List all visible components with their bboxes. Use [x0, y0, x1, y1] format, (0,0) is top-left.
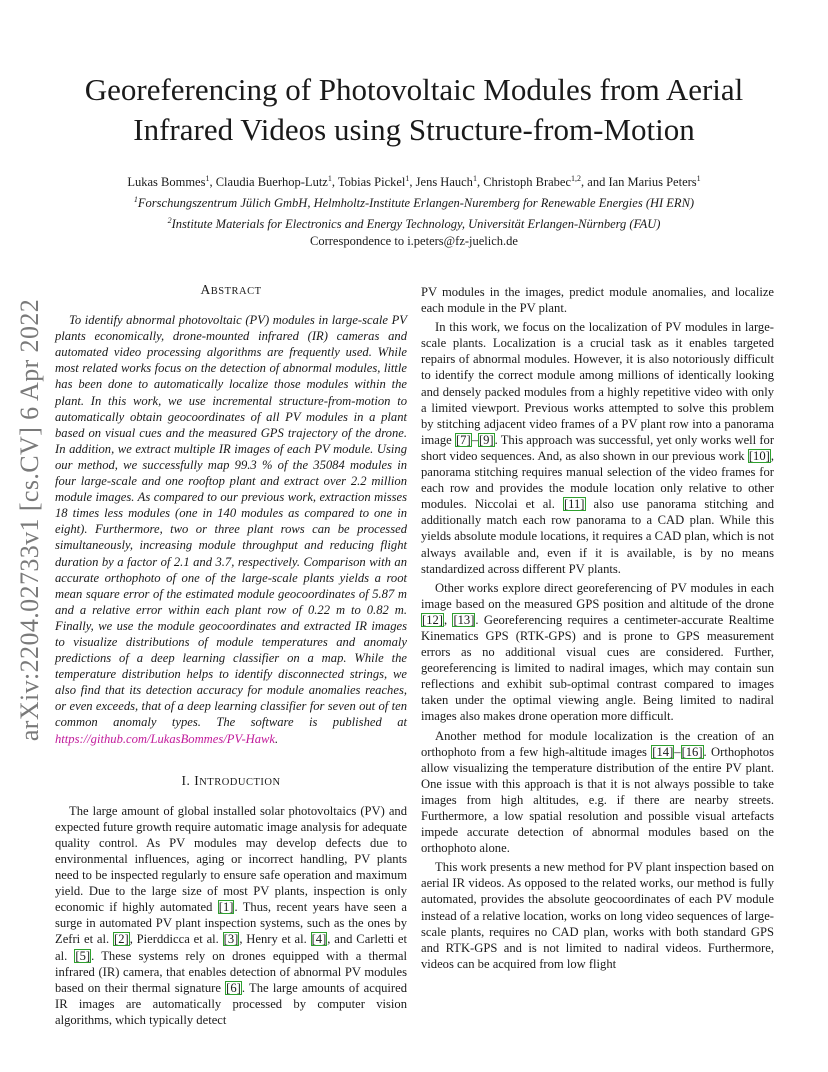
affiliation-text: Institute Materials for Electronics and Energy Technology, Universität Erlangen-Nürnberg (FAU): [171, 217, 661, 232]
title-line-1: Georeferencing of Photovoltaic Modules from Aerial: [84, 72, 744, 107]
citation-link[interactable]: [1]: [218, 900, 234, 915]
intro-paragraph-1-continued: PV modules in the images, predict module anomalies, and localize each module in the PV plant.: [421, 285, 774, 316]
text: , panorama stitching requires manual selection of the video frames for each row and provides the module location only relative to other modules. Niccolai et al.: [421, 448, 774, 512]
text: , Pierddicca et al.: [129, 932, 223, 947]
arxiv-identifier: arXiv:2204.02733v1 [cs.CV] 6 Apr 2022: [15, 298, 44, 742]
citation-link[interactable]: [4]: [311, 932, 327, 947]
author-sup: 1: [327, 174, 332, 183]
text: . This approach was successful, yet only works well for short video sequences. And, as also shown in our previous work: [421, 432, 775, 463]
text: Other works explore direct georeferencing of PV modules in each image based on the measured GPS position and altitude of the drone: [421, 580, 774, 611]
author: Jens Hauch: [415, 175, 473, 190]
text: –: [471, 432, 478, 447]
heading-initial: I: [194, 772, 200, 788]
author-sup: 1,2: [571, 174, 582, 183]
heading-initial: A: [200, 282, 211, 297]
text: The large amount of global installed solar photovoltaics (PV) and expected future growth require automatic image analysis for adequate quality control. As PV modules may develop defects due to environmental influences, aging or incorrect handling, PV plants need to be inspected regularly to ensure safe operation and maximum yield. Due to the large size of most PV plants, inspection is only economic if highly automated: [55, 803, 407, 915]
left-column: [55, 282, 407, 1028]
abstract-heading: [55, 282, 407, 300]
text: In this work, we focus on the localization of PV modules in large-scale plants. Localization is a crucial task as it enables targeted repairs of abnormal modules. However, it is also notoriously difficult to identify the correct module among millions of identically looking and densely packed modules from a highly repetitive video with only a limited viewport. Previous works attempted to solve this problem by stitching adjacent video frames of a PV plant row into a panorama image: [421, 320, 774, 447]
paper-title: [60, 70, 768, 150]
author: Lukas Bommes: [127, 175, 206, 190]
intro-paragraph-3: [421, 580, 774, 725]
citation-link[interactable]: [12]: [422, 612, 443, 627]
author-block: [60, 170, 768, 250]
abstract-text: [55, 312, 407, 747]
affiliation-sup: 2: [167, 216, 172, 226]
citation-link[interactable]: [9]: [478, 432, 494, 447]
text: . These systems rely on drones equipped with a thermal infrared (IR) camera, that enables detection of abnormal PV modules based on their thermal signature: [55, 948, 407, 995]
introduction-heading: [55, 773, 407, 791]
github-link[interactable]: https://github.com/LukasBommes/PV-Hawk: [55, 731, 276, 746]
text: , Henry et al.: [239, 932, 311, 947]
citation-link[interactable]: [2]: [114, 932, 129, 947]
citation-link[interactable]: [5]: [75, 948, 91, 963]
intro-paragraph-5: This work presents a new method for PV plant inspection based on aerial IR videos. As opposed to the related works, our method is fully automated, provides the absolute geocoordinates of each PV module instead of a relative location, works on long video sequences of large-scale plants, requires no CAD plan, works with both standard GPS and RTK-GPS and is not limited to nadiral videos. Furthermore, videos can be acquired from low flight: [421, 860, 774, 971]
affiliation-sup: 1: [133, 195, 138, 205]
text: ,: [443, 612, 453, 627]
author-sup: 1: [696, 174, 701, 183]
intro-paragraph-4: [421, 728, 774, 857]
text: . Georeferencing requires a centimeter-accurate Realtime Kinematics GPS (RTK-GPS) and is prone to GPS measurement errors as no additional visual cues are considered. Further, georeferencing is limited to nadiral images, which may contain sun reflections and exhibit sub-optimal contrast compared to images taken under the optimal viewing angle. Being limited to nadiral images also makes drone operation more difficult.: [421, 612, 774, 724]
heading-smallcaps: BSTRACT: [210, 286, 262, 297]
author-list: Lukas Bommes$^1$, Claudia Buerhop-Lutz$^1$, Tobias Pickel$^1$, Jens Hauch$^1$, Christoph Brabec$^{1,2}$, and Ian Marius Peters$^1$: [127, 174, 701, 190]
right-column: [421, 284, 774, 972]
text: –: [674, 744, 681, 759]
text: . Thus, recent years have seen a surge in automated PV plant inspection systems, such as the ones by Zefri et al.: [55, 900, 407, 947]
heading-number: I.: [181, 772, 195, 788]
author-sup: 1: [405, 174, 410, 183]
citation-link[interactable]: [6]: [226, 980, 241, 995]
author: Christoph Brabec: [483, 175, 572, 190]
text: Another method for module localization is the creation of an orthophoto from a few high-altitude images: [421, 728, 774, 759]
author: Tobias Pickel: [337, 175, 406, 190]
citation-link[interactable]: [3]: [223, 932, 239, 947]
correspondence: Correspondence to i.peters@fz-juelich.de: [310, 234, 518, 249]
citation-link[interactable]: [7]: [455, 432, 471, 447]
author: Ian Marius Peters: [608, 175, 697, 190]
arxiv-sidebar: [10, 290, 50, 750]
citation-link[interactable]: [10]: [748, 448, 770, 463]
text: . Orthophotos allow visualizing the temperature distribution of the entire PV plant. One issue with this approach is that it is not always possible to take images from high altitudes, e.g. if there are nearby streets. Furthermore, a low spatial resolution and possible visual artefacts impede accurate detection of abnormal modules based on the orthophoto alone.: [421, 744, 775, 856]
citation-link[interactable]: [11]: [563, 497, 585, 512]
abstract-body: To identify abnormal photovoltaic (PV) modules in large-scale PV plants economically, drone-mounted infrared (IR) cameras and automated video processing algorithms are frequently used. While most related works focus on the detection of abnormal modules, little has been done to automatically localize those modules within the plant. In this work, we use incremental structure-from-motion to automatically obtain geocoordinates of all PV modules in a plant based on visual cues and the measured GPS trajectory of the drone. In addition, we extract multiple IR images of each PV module. Using our method, we successfully map 99.3 % of the 35084 modules in four large-scale and one rooftop plant and extract over 2.2 million module images. As compared to our previous work, extraction misses 18 times less modules (one in 140 modules as compared to one in eight). Furthermore, two or three plant rows can be processed simultaneously, increasing module throughput and reducing flight duration by a factor of 2.1 and 3.7, respectively. Comparison with an accurate orthophoto of one of the large-scale plants yields a root mean square error of the estimated module geocoordinates of 5.87 m and a relative error within each plant row of 0.22 m to 0.82 m. Finally, we use the module geocoordinates and extracted IR images to visualize distributions of module temperatures and anomaly predictions of a deep learning classifier on a map. While the temperature distribution helps to identify disconnected strings, we also find that its detection accuracy for module anomalies reaches, or even exceeds, that of a deep learning classifier for seven out of ten common anomaly types. The software is published at: [55, 313, 407, 730]
text: , and Carletti et al.: [55, 932, 407, 963]
author: Claudia Buerhop-Lutz: [215, 175, 328, 190]
author-sup: 1: [472, 174, 477, 183]
author-sup: 1: [205, 174, 210, 183]
citation-link[interactable]: [13]: [453, 612, 475, 627]
citation-link[interactable]: [14]: [652, 744, 674, 759]
text: . The large amounts of acquired IR images are automatically processed by computer vision algorithms, which typically detect: [55, 980, 408, 1027]
abstract-paragraph: [55, 312, 407, 747]
affiliation-text: Forschungszentrum Jülich GmbH, Helmholtz-Institute Erlangen-Nuremberg for Renewable Energies (HI ERN): [137, 196, 695, 211]
title-line-2: Infrared Videos using Structure-from-Motion: [133, 112, 695, 147]
intro-paragraph-1: [55, 803, 407, 1028]
affiliation-2: [60, 212, 768, 233]
text: also use panorama stitching and additionally match each row panorama to a CAD plan. While this yields absolute module locations, it requires a CAD plan, which is not always available and, even if it is available, is by no means standardized across different PV plants.: [421, 497, 774, 576]
citation-link[interactable]: [16]: [681, 744, 703, 759]
heading-smallcaps: NTRODUCTION: [199, 776, 281, 788]
affiliation-1: [60, 191, 768, 212]
abstract-end: .: [275, 731, 279, 746]
intro-paragraph-2: [421, 319, 774, 577]
